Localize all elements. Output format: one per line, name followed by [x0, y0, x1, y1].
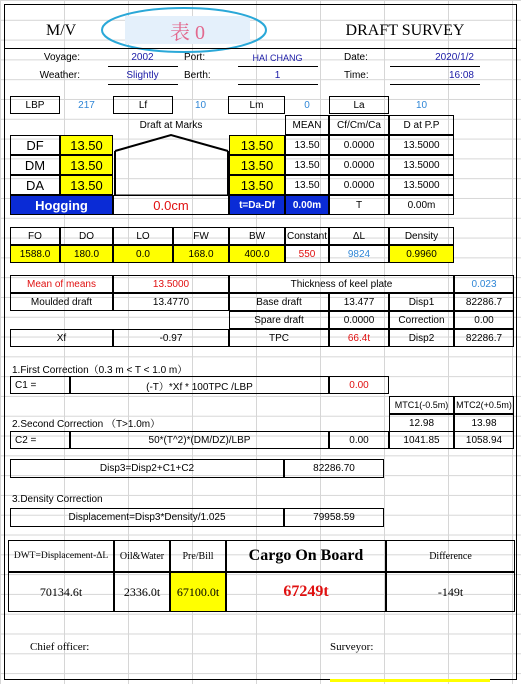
density-input[interactable]: 0.9960: [389, 245, 454, 263]
df-dpp: 13.5000: [389, 135, 454, 155]
df-port-input[interactable]: 13.50: [60, 135, 113, 155]
disp1-label: Disp1: [389, 293, 454, 311]
difference-value: -149t: [386, 572, 515, 612]
lo-input[interactable]: 0.0: [113, 245, 173, 263]
moulded-draft-value: 13.4770: [113, 293, 229, 311]
mtc2-value: 1058.94: [454, 431, 514, 449]
dwt-header: DWT=Displacement-ΔL: [8, 540, 114, 572]
col-cf: Cf/Cm/Ca: [329, 115, 389, 135]
mean-of-means-label: Mean of means: [10, 275, 113, 293]
displacement-formula: Displacement=Disp3*Density/1.025: [10, 508, 284, 527]
hull-diagram: [113, 133, 230, 197]
difference-header: Difference: [386, 540, 515, 572]
mtc1-draft: 12.98: [389, 414, 454, 432]
first-correction-title: 1.First Correction（0.3 m < T < 1.0 m）: [12, 364, 188, 376]
weather-value[interactable]: Slightly: [126, 70, 159, 81]
trim-value: 0.00m: [285, 195, 329, 215]
fo-header: FO: [10, 227, 60, 245]
dm-port-input[interactable]: 13.50: [60, 155, 113, 175]
cargo-value: 67249t: [226, 572, 386, 612]
disp3-formula: Disp3=Disp2+C1+C2: [10, 459, 284, 478]
fw-input[interactable]: 168.0: [173, 245, 229, 263]
page-title: DRAFT SURVEY: [345, 22, 465, 39]
chief-officer-label: Chief officer:: [30, 641, 90, 653]
port-label: Port:: [184, 52, 206, 63]
do-header: DO: [60, 227, 113, 245]
c2-formula: 50*(T^2)*(DM/DZ)/LBP: [70, 431, 329, 449]
lm-label: Lm: [228, 96, 285, 114]
c2-label: C2 =: [10, 431, 70, 449]
port-value[interactable]: HAI CHANG: [252, 52, 303, 63]
dwt-value: 70134.6t: [8, 572, 114, 612]
sheet-name-cell[interactable]: 表 0: [125, 16, 250, 44]
oilwater-header: Oil&Water: [114, 540, 170, 572]
keel-label: Thickness of keel plate: [229, 275, 454, 293]
t-label: T: [329, 195, 389, 215]
time-label: Time:: [344, 70, 369, 81]
density-header: Density: [389, 227, 454, 245]
prebill-input[interactable]: 67100.0t: [170, 572, 226, 612]
delta-l-header: ΔL: [329, 227, 389, 245]
c1-label: C1 =: [10, 376, 70, 394]
da-stbd-input[interactable]: 13.50: [229, 175, 285, 195]
displacement-value: 79958.59: [284, 508, 384, 527]
disp1-value: 82286.7: [454, 293, 514, 311]
spare-draft-value: 0.0000: [329, 311, 389, 329]
mtc1-value: 1041.85: [389, 431, 454, 449]
date-label: Date:: [344, 52, 368, 63]
sheet-tab-highlight: [330, 679, 490, 682]
da-mean: 13.50: [285, 175, 329, 195]
tpc-label: TPC: [229, 329, 329, 347]
da-correction: 0.0000: [329, 175, 389, 195]
disp2-value: 82286.7: [454, 329, 514, 347]
hogging-value: 0.0cm: [113, 195, 229, 215]
surveyor-label: Surveyor:: [330, 641, 374, 653]
spare-draft-label: Spare draft: [229, 311, 329, 329]
voyage-value[interactable]: 2002: [131, 52, 154, 63]
la-label: La: [329, 96, 389, 114]
lm-value[interactable]: 0: [304, 99, 310, 111]
la-value[interactable]: 10: [415, 99, 428, 111]
disp2-label: Disp2: [389, 329, 454, 347]
lbp-value[interactable]: 217: [78, 99, 95, 111]
t-value: 0.00m: [389, 195, 454, 215]
second-correction-title: 2.Second Correction （T>1.0m）: [12, 418, 161, 430]
bw-header: BW: [229, 227, 285, 245]
draft-at-marks-title: Draft at Marks: [139, 119, 203, 131]
do-input[interactable]: 180.0: [60, 245, 113, 263]
da-label: DA: [10, 175, 60, 195]
df-stbd-input[interactable]: 13.50: [229, 135, 285, 155]
da-dpp: 13.5000: [389, 175, 454, 195]
df-label: DF: [10, 135, 60, 155]
fw-header: FW: [173, 227, 229, 245]
dm-dpp: 13.5000: [389, 155, 454, 175]
delta-l-value[interactable]: 9824: [329, 245, 389, 263]
keel-value[interactable]: 0.023: [454, 275, 514, 293]
oilwater-value: 2336.0t: [114, 572, 170, 612]
prebill-header: Pre/Bill: [170, 540, 226, 572]
time-value[interactable]: 16:08: [448, 70, 474, 81]
date-value[interactable]: 2020/1/2: [435, 52, 474, 63]
hogging-label: Hogging: [10, 195, 113, 215]
dm-stbd-input[interactable]: 13.50: [229, 155, 285, 175]
xf-value: -0.97: [113, 329, 229, 347]
mean-of-means-value: 13.5000: [113, 275, 229, 293]
voyage-label: Voyage:: [43, 52, 80, 63]
da-port-input[interactable]: 13.50: [60, 175, 113, 195]
trim-label: t=Da-Df: [229, 195, 285, 215]
c2-value: 0.00: [329, 431, 389, 449]
dm-mean: 13.50: [285, 155, 329, 175]
moulded-draft-label: Moulded draft: [10, 293, 113, 311]
col-dpp: D at P.P: [389, 115, 454, 135]
col-mean: MEAN: [285, 115, 329, 135]
fo-input[interactable]: 1588.0: [10, 245, 60, 263]
c1-value: 0.00: [329, 376, 389, 394]
weather-label: Weather:: [39, 70, 80, 81]
lf-label: Lf: [113, 96, 173, 114]
constant-value[interactable]: 550: [285, 245, 329, 263]
correction-label: Correction: [389, 311, 454, 329]
c1-formula: (-T）*Xf * 100TPC /LBP: [70, 376, 329, 394]
df-correction: 0.0000: [329, 135, 389, 155]
lf-value[interactable]: 10: [194, 99, 207, 111]
bw-input[interactable]: 400.0: [229, 245, 285, 263]
mtc1-label: MTC1(-0.5m): [389, 396, 454, 414]
tpc-value[interactable]: 66.4t: [329, 329, 389, 347]
dm-correction: 0.0000: [329, 155, 389, 175]
xf-label: Xf: [10, 329, 113, 347]
lbp-label: LBP: [10, 96, 60, 114]
mv-label: M/V: [46, 22, 77, 39]
lo-header: LO: [113, 227, 173, 245]
correction-value: 0.00: [454, 311, 514, 329]
mtc2-draft: 13.98: [454, 414, 514, 432]
constant-header: Constant: [285, 227, 329, 245]
cargo-header: Cargo On Board: [226, 540, 386, 572]
berth-label: Berth:: [184, 70, 211, 81]
berth-value[interactable]: 1: [274, 70, 281, 81]
base-draft-value: 13.477: [329, 293, 389, 311]
df-mean: 13.50: [285, 135, 329, 155]
disp3-value: 82286.70: [284, 459, 384, 478]
density-correction-title: 3.Density Correction: [12, 493, 103, 505]
dm-label: DM: [10, 155, 60, 175]
base-draft-label: Base draft: [229, 293, 329, 311]
mtc2-label: MTC2(+0.5m): [454, 396, 514, 414]
